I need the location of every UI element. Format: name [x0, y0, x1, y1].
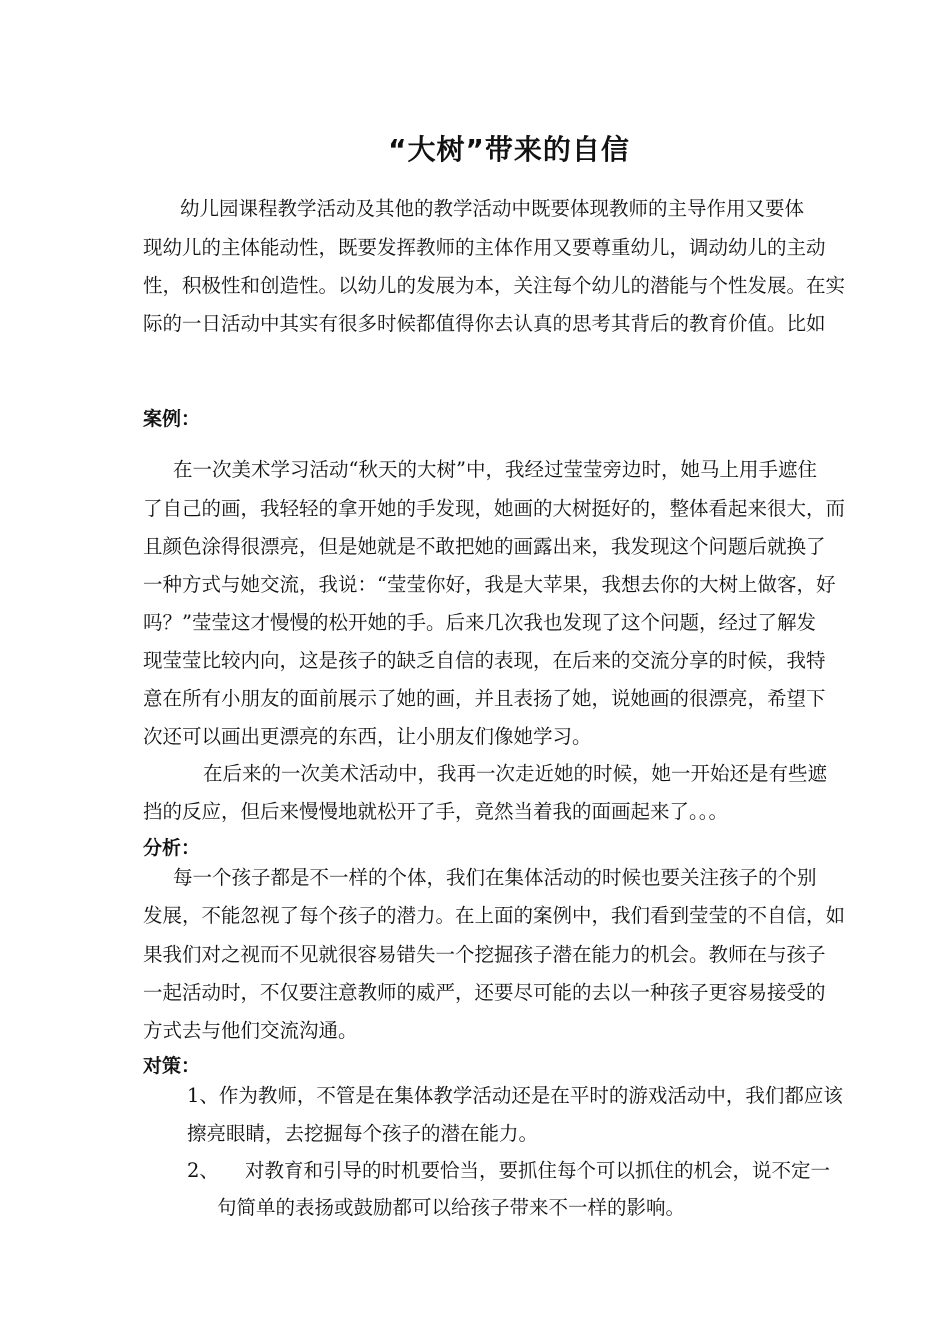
case2-line-1: 在后来的一次美术活动中，我再一次走近她的时候，她一开始还是有些遮 — [203, 762, 828, 785]
intro-line-3: 性，积极性和创造性。以幼儿的发展为本，关注每个幼儿的潜能与个性发展。在实 — [143, 274, 846, 297]
document-title: “大树”带来的自信 — [388, 133, 630, 166]
case-line-6: 现莹莹比较内向，这是孩子的缺乏自信的表现，在后来的交流分享的时候，我特 — [143, 649, 826, 672]
strategy2-number: 2、 — [187, 1159, 219, 1182]
analysis-line-3: 果我们对之视而不见就很容易错失一个挖掘孩子潜在能力的机会。教师在与孩子 — [143, 943, 826, 966]
case-line-1: 在一次美术学习活动“秋天的大树”中，我经过莹莹旁边时，她马上用手遮住 — [173, 458, 817, 481]
intro-line-4: 际的一日活动中其实有很多时候都值得你去认真的思考其背后的教育价值。比如 — [143, 312, 826, 335]
strategy-heading: 对策： — [143, 1055, 201, 1077]
case-line-4: 一种方式与她交流，我说：“莹莹你好，我是大苹果，我想去你的大树上做客，好 — [143, 573, 836, 596]
case-line-3: 且颜色涂得很漂亮，但是她就是不敢把她的画露出来，我发现这个问题后就换了 — [143, 535, 826, 558]
case-line-8: 次还可以画出更漂亮的东西，让小朋友们像她学习。 — [143, 725, 592, 748]
strategy1-line-2: 擦亮眼睛，去挖掘每个孩子的潜在能力。 — [187, 1122, 539, 1145]
strategy1-line-1: 1、作为教师，不管是在集体教学活动还是在平时的游戏活动中，我们都应该 — [187, 1084, 843, 1107]
strategy2-line-1: 对教育和引导的时机要恰当，要抓住每个可以抓住的机会，说不定一 — [245, 1159, 831, 1182]
intro-line-2: 现幼儿的主体能动性，既要发挥教师的主体作用又要尊重幼儿，调动幼儿的主动 — [143, 236, 826, 259]
analysis-line-2: 发展，不能忽视了每个孩子的潜力。在上面的案例中，我们看到莹莹的不自信，如 — [143, 904, 846, 927]
analysis-heading: 分析： — [143, 837, 201, 859]
analysis-line-5: 方式去与他们交流沟通。 — [143, 1019, 358, 1042]
analysis-line-1: 每一个孩子都是不一样的个体，我们在集体活动的时候也要关注孩子的个别 — [173, 866, 817, 889]
case2-line-2: 挡的反应，但后来慢慢地就松开了手，竟然当着我的面画起来了。。。 — [143, 800, 729, 823]
case-line-2: 了自己的画，我轻轻的拿开她的手发现，她画的大树挺好的，整体看起来很大，而 — [143, 497, 846, 520]
case-line-7: 意在所有小朋友的面前展示了她的画，并且表扬了她，说她画的很漂亮，希望下 — [143, 687, 826, 710]
case-heading: 案例： — [143, 408, 201, 430]
analysis-line-4: 一起活动时，不仅要注意教师的威严，还要尽可能的去以一种孩子更容易接受的 — [143, 981, 826, 1004]
case-line-5: 吗？”莹莹这才慢慢的松开她的手。后来几次我也发现了这个问题，经过了解发 — [143, 611, 816, 634]
strategy2-line-2: 句简单的表扬或鼓励都可以给孩子带来不一样的影响。 — [217, 1196, 686, 1219]
intro-line-1: 幼儿园课程教学活动及其他的教学活动中既要体现教师的主导作用又要体 — [180, 197, 805, 220]
